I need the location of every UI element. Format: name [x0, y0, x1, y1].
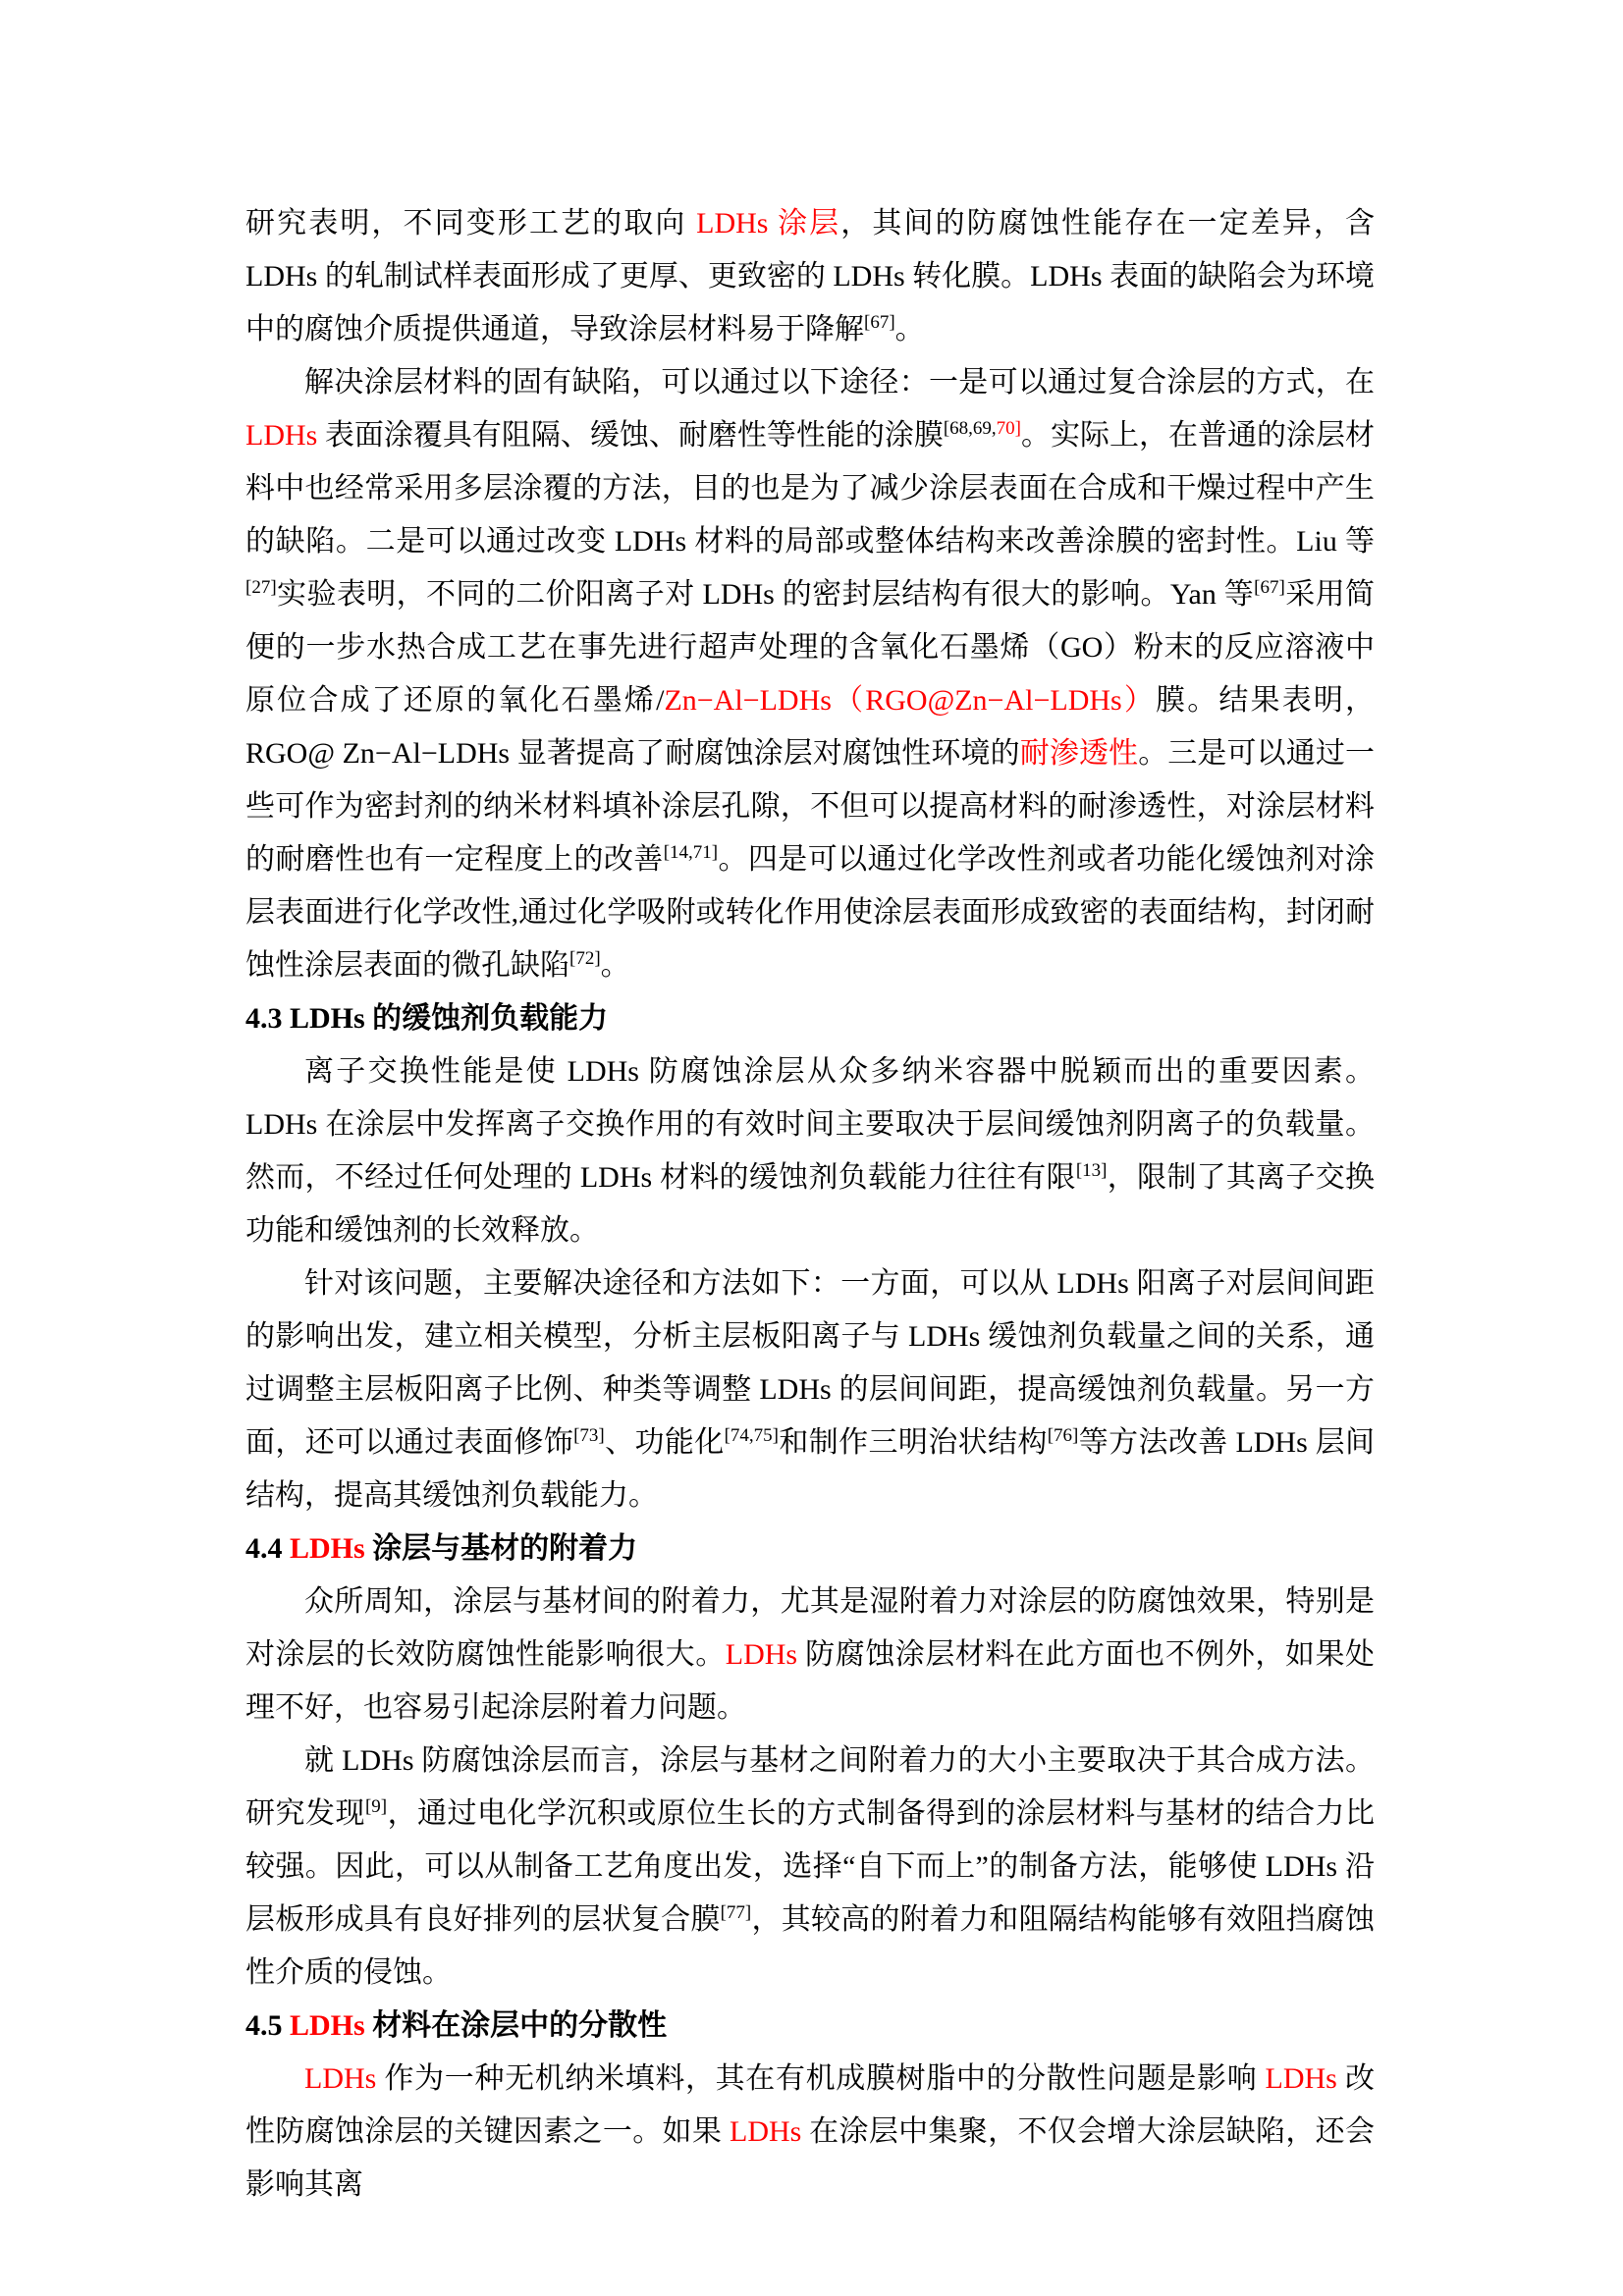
text-run: 材料在涂层中的分散性 — [364, 2009, 668, 2042]
text-run: 4.4 — [245, 1532, 290, 1565]
paragraph — [245, 1257, 1375, 1522]
text-run: 、功能化 — [604, 1426, 725, 1459]
paragraph — [245, 2053, 1375, 2212]
reference-superscript: [72] — [569, 948, 601, 969]
document-content — [245, 197, 1375, 2212]
text-run: 。 — [600, 949, 630, 982]
text-run: 在涂层中集聚，不仅会增大涂层缺陷，还会影响其离 — [245, 2115, 1376, 2201]
text-run: 就 LDHs 防腐蚀涂层而言，涂层与基材之间附着力的大小主要取决于其合成方法。研究发现 — [245, 1744, 1375, 1830]
text-run: 针对该问题，主要解决途径和方法如下：一方面，可以从 LDHs 阳离子对层间间距的影响出发，建立相关模型，分析主层板阳离子与 LDHs 缓蚀剂负载量之间的关系，通过调整主层板阳离子比例、种类等调整 LDHs 的层间间距，提高缓蚀剂负载量。另一方面，还可以通过表面修饰 — [245, 1267, 1375, 1459]
text-run: 等方法改善 LDHs 层间结构，提高其缓蚀剂负载能力。 — [245, 1426, 1376, 1512]
text-run: 研究表明，不同变形工艺的取向 — [245, 207, 697, 240]
text-run: 涂层与基材的附着力 — [364, 1532, 638, 1565]
text-run: 膜。结果表明，RGO@ Zn−Al−LDHs 显著提高了耐腐蚀涂层对腐蚀性环境的 — [245, 684, 1376, 770]
reference-superscript: 70] — [996, 418, 1021, 439]
highlighted-text: Zn−Al−LDHs（RGO@Zn−Al−LDHs） — [664, 684, 1157, 717]
text-run: 作为一种无机纳米填料，其在有机成膜树脂中的分散性问题是影响 — [376, 2062, 1266, 2095]
reference-superscript: [67] — [1254, 577, 1285, 598]
reference-superscript: [74,75] — [724, 1425, 779, 1446]
paragraph — [245, 197, 1375, 356]
section-heading — [245, 992, 1375, 1045]
reference-superscript: [27] — [245, 577, 277, 598]
text-run: 和制作三明治状结构 — [779, 1426, 1048, 1459]
text-run: ，其间的防腐蚀性能存在一定差异，含 LDHs 的轧制试样表面形成了更厚、更致密的 LDHs 转化膜。LDHs 表面的缺陷会为环境中的腐蚀介质提供通道，导致涂层材料易于降解 — [245, 207, 1376, 346]
text-run: 改性防腐蚀涂层的关键因素之一。如果 — [245, 2062, 1376, 2148]
highlighted-text: LDHs — [290, 1532, 365, 1565]
text-run: ，通过电化学沉积或原位生长的方式制备得到的涂层材料与基材的结合力比较强。因此，可以从制备工艺角度出发，选择“自下而上”的制备方法，能够使 LDHs 沿层板形成具有良好排列的层状复合膜 — [245, 1797, 1376, 1936]
text-run: 。四是可以通过化学改性剂或者功能化缓蚀剂对涂层表面进行化学改性,通过化学吸附或转化作用使涂层表面形成致密的表面结构，封闭耐蚀性涂层表面的微孔缺陷 — [245, 843, 1376, 982]
text-run: 。实际上，在普通的涂层材料中也经常采用多层涂覆的方法，目的也是为了减少涂层表面在合成和干燥过程中产生的缺陷。二是可以通过改变 LDHs 材料的局部或整体结构来改善涂膜的密封性。Liu 等 — [245, 419, 1375, 558]
highlighted-text: LDHs — [245, 419, 318, 452]
highlighted-text: LDHs — [290, 2009, 365, 2042]
highlighted-text: LDHs — [304, 2062, 377, 2095]
reference-superscript: [68,69, — [943, 418, 997, 439]
reference-superscript: [77] — [720, 1902, 752, 1923]
section-heading — [245, 2000, 1375, 2053]
highlighted-text: LDHs 涂层 — [696, 207, 841, 240]
text-run: 防腐蚀涂层材料在此方面也不例外，如果处理不好，也容易引起涂层附着力问题。 — [245, 1638, 1376, 1724]
text-run: 4.5 — [245, 2009, 290, 2042]
highlighted-text: 耐渗透性 — [1019, 737, 1139, 770]
highlighted-text: LDHs — [725, 1638, 798, 1671]
reference-superscript: [14,71] — [663, 842, 719, 863]
section-heading — [245, 1522, 1375, 1575]
reference-superscript: [76] — [1047, 1425, 1079, 1446]
paragraph — [245, 1735, 1375, 2000]
reference-superscript: [9] — [364, 1796, 388, 1817]
reference-superscript: [13] — [1075, 1160, 1108, 1181]
highlighted-text: LDHs — [730, 2115, 802, 2148]
text-run: 实验表明，不同的二价阳离子对 LDHs 的密封层结构有很大的影响。Yan 等 — [276, 578, 1255, 611]
text-run: 解决涂层材料的固有缺陷，可以通过以下途径：一是可以通过复合涂层的方式，在 — [304, 366, 1375, 399]
text-run: 离子交换性能是使 LDHs 防腐蚀涂层从众多纳米容器中脱颖而出的重要因素。LDHs 在涂层中发挥离子交换作用的有效时间主要取决于层间缓蚀剂阴离子的负载量。然而，不经过任何处理的 LDHs 材料的缓蚀剂负载能力往往有限 — [245, 1055, 1375, 1194]
text-run: 众所周知，涂层与基材间的附着力，尤其是湿附着力对涂层的防腐蚀效果，特别是对涂层的长效防腐蚀性能影响很大。 — [245, 1585, 1375, 1671]
paragraph — [245, 1575, 1375, 1735]
reference-superscript: [67] — [864, 312, 895, 333]
highlighted-text: LDHs — [1265, 2062, 1337, 2095]
text-run: 采用简便的一步水热合成工艺在事先进行超声处理的含氧化石墨烯（GO）粉末的反应溶液中原位合成了还原的氧化石墨烯/ — [245, 578, 1376, 717]
text-run: 表面涂覆具有阻隔、缓蚀、耐磨性等性能的涂膜 — [317, 419, 944, 452]
text-run: 。三是可以通过一些可作为密封剂的纳米材料填补涂层孔隙，不但可以提高材料的耐渗透性，对涂层材料的耐磨性也有一定程度上的改善 — [245, 737, 1376, 876]
text-run: ，限制了其离子交换功能和缓蚀剂的长效释放。 — [245, 1161, 1375, 1247]
paragraph — [245, 356, 1375, 992]
text-run: ，其较高的附着力和阻隔结构能够有效阻挡腐蚀性介质的侵蚀。 — [245, 1903, 1376, 1989]
text-run: 。 — [894, 313, 925, 346]
reference-superscript: [73] — [573, 1425, 605, 1446]
paragraph — [245, 1045, 1375, 1257]
text-run: 4.3 LDHs 的缓蚀剂负载能力 — [245, 1002, 609, 1035]
